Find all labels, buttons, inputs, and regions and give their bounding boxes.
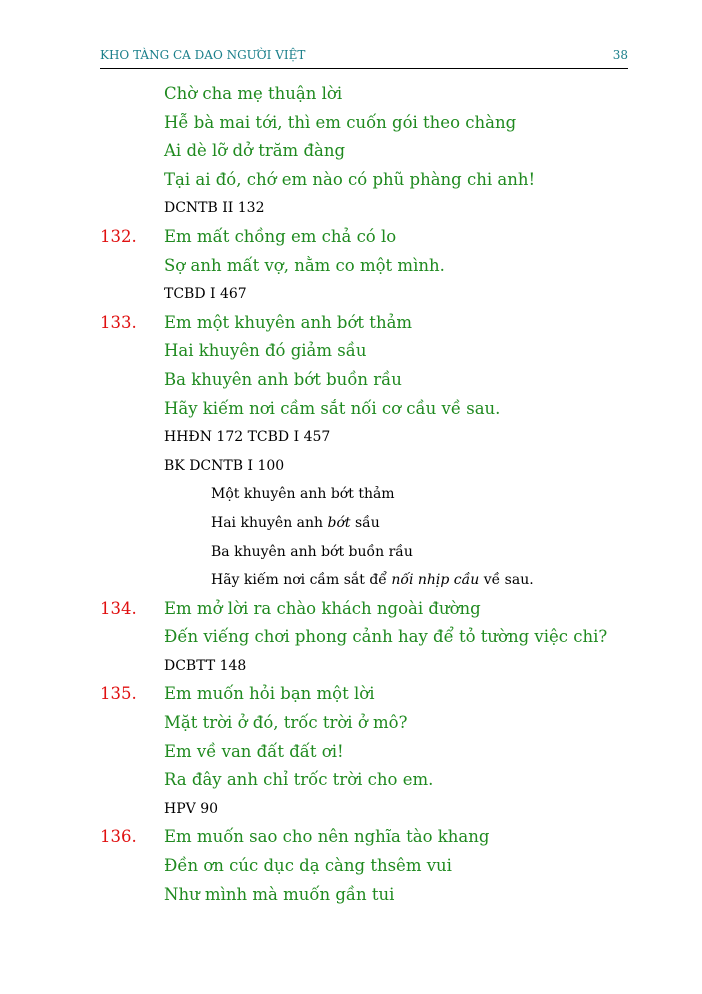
verse-text: Ai dè lỡ dở trăm đàng [164,141,346,161]
variant-text [211,509,380,538]
variant-line [0,480,702,509]
verse-line [0,109,702,138]
verse-line [0,366,702,395]
source-text: DCNTB II 132 [164,200,265,217]
source-text: TCBD I 467 [164,286,247,303]
verse-text: Mặt trời ở đó, trốc trời ở mô? [164,713,408,733]
source-citation [0,280,702,309]
source-text: HPV 90 [164,800,219,817]
variant-segment: Ba khuyên anh bớt buồn rầu [211,543,413,560]
verse-text: Em muốn sao cho nên nghĩa tào khang [164,827,490,847]
verse-line [0,337,702,366]
verse-text: Sợ anh mất vợ, nằm co một mình. [164,255,445,275]
source-citation [0,652,702,681]
variant-segment: Hai khuyên anh [211,514,328,531]
verse-text: Như mình mà muốn gần tui [164,884,395,904]
source-citation [0,452,702,481]
verse-line [0,309,702,338]
poem-content [0,80,702,909]
verse-text: Ba khuyên anh bớt buồn rầu [164,369,402,389]
verse-text: Em mở lời ra chào khách ngoài đường [164,598,481,618]
verse-text: Ra đây anh chỉ trốc trời cho em. [164,770,434,790]
variant-line [0,538,702,567]
verse-number: 132. [100,226,137,246]
verse-line [0,80,702,109]
verse-number: 134. [100,598,137,618]
verse-line [0,881,702,910]
source-citation [0,423,702,452]
verse-text: Em về van đất đất ơi! [164,741,344,761]
verse-line [0,595,702,624]
verse-number: 133. [100,312,137,332]
verse-line [0,709,702,738]
verse-text: Em muốn hỏi bạn một lời [164,684,375,704]
verse-number: 135. [100,684,137,704]
verse-text: Hễ bà mai tới, thì em cuốn gói theo chàng [164,112,517,132]
variant-emphasis: bớt [327,514,351,531]
variant-segment: về sau. [479,572,534,589]
variant-segment: Một khuyên anh bớt thảm [211,486,395,503]
verse-line [0,623,702,652]
book-title: KHO TÀNG CA DAO NGƯỜI VIỆT [100,48,306,62]
verse-text: Tại ai đó, chớ em nào có phũ phàng chi anh! [164,169,536,189]
verse-line [0,166,702,195]
variant-segment: sầu [350,514,380,531]
verse-line [0,223,702,252]
verse-line [0,137,702,166]
verse-text: Hai khuyên đó giảm sầu [164,341,367,361]
variant-emphasis: nối nhịp cầu [391,572,480,589]
verse-text: Chờ cha mẹ thuận lời [164,84,343,103]
verse-line [0,852,702,881]
source-text: HHĐN 172 TCBD I 457 [164,429,331,446]
verse-text: Đền ơn cúc dục dạ càng thsêm vui [164,856,452,876]
page-number: 38 [612,48,628,62]
verse-line [0,395,702,424]
verse-line [0,823,702,852]
verse-text: Hãy kiếm nơi cầm sắt nối cơ cầu về sau. [164,398,501,418]
variant-segment: Hãy kiếm nơi cầm sắt để [211,572,392,589]
verse-line [0,680,702,709]
variant-line [0,509,702,538]
verse-text: Em một khuyên anh bớt thảm [164,312,413,332]
variant-text [211,566,534,595]
verse-text: Đến viếng chơi phong cảnh hay để tỏ tường việc chi? [164,627,608,647]
variant-text [211,538,413,567]
source-citation [0,795,702,824]
verse-number: 136. [100,827,137,847]
verse-line [0,738,702,767]
source-text: BK DCNTB I 100 [164,457,285,474]
variant-line [0,566,702,595]
source-text: DCBTT 148 [164,657,247,674]
verse-line [0,766,702,795]
verse-text: Em mất chồng em chả có lo [164,226,397,246]
variant-text [211,480,395,509]
verse-line [0,252,702,281]
source-citation [0,194,702,223]
running-header [100,48,628,69]
